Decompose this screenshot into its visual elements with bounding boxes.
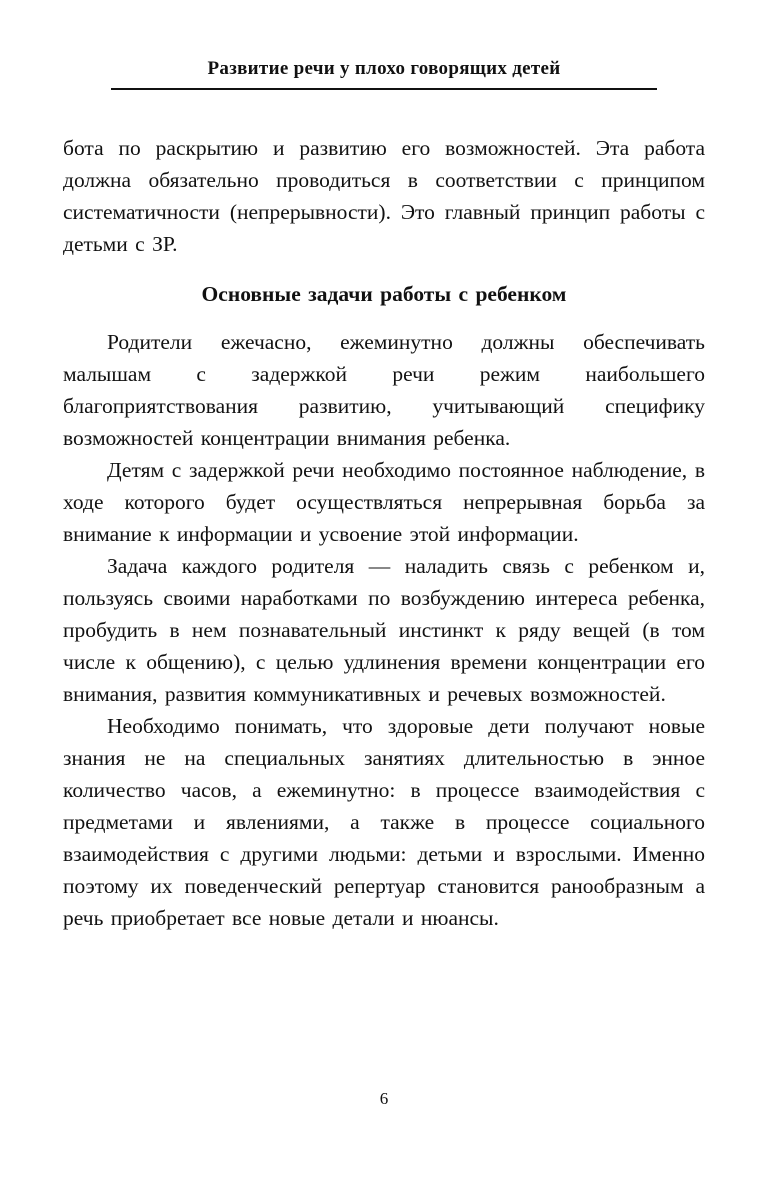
page-number: 6 <box>379 1089 389 1108</box>
running-header-title: Развитие речи у плохо говорящих детей <box>207 58 561 79</box>
paragraph-continuation: бота по раскрытию и развитию его возможностей. Эта работа должна обязательно проводиться в соответствии с принципом систематичности (непрерывности). Это главный принцип работы с детьми с ЗР. <box>63 136 705 256</box>
paragraph: Детям с задержкой речи необходимо постоянное наблюдение, в ходе которого будет осуществляться непрерывная борьба за внимание к информации и усвоение этой информации. <box>63 458 705 546</box>
page-body <box>63 132 705 934</box>
paragraph: Родители ежечасно, ежеминутно должны обеспечивать малышам с задержкой речи режим наибольшего благоприятствования развитию, учитывающий специфику возможностей концентрации внимания ребенка. <box>63 330 705 450</box>
paragraph: Задача каждого родителя — наладить связь с ребенком и, пользуясь своими наработками по возбуждению интереса ребенка, пробудить в нем познавательный инстинкт к ряду вещей (в том числе к общению), с целью удлинения времени концентрации его внимания, развития коммуникативных и речевых возможностей. <box>63 554 705 706</box>
paragraph: Необходимо понимать, что здоровые дети получают новые знания не на специальных занятиях длительностью в энное количество часов, а ежеминутно: в процессе взаимодействия с предметами и явлениями, а также в процессе социального взаимодействия с другими людьми: детьми и взрослыми. Именно поэтому их поведенческий репертуар становится ранообразным а речь приобретает все новые детали и нюансы. <box>63 714 705 930</box>
section-heading: Основные задачи работы с ребенком <box>201 282 567 306</box>
running-header <box>111 58 657 90</box>
